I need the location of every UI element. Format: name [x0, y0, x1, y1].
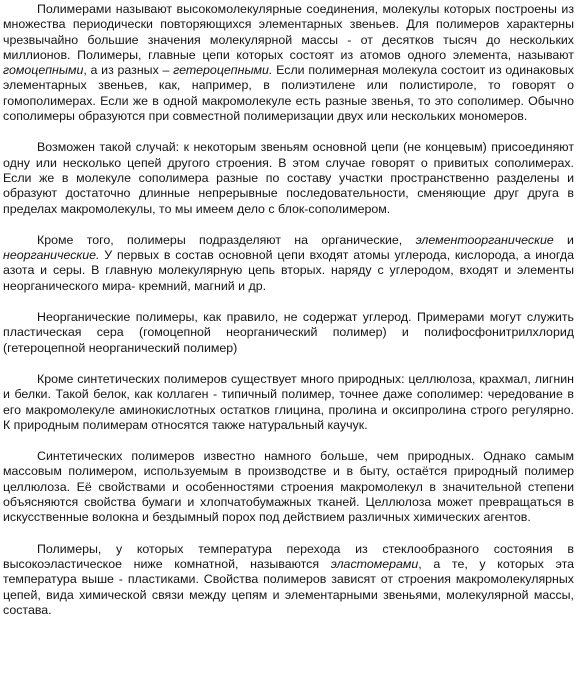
term-elastomers: эластомерами — [330, 556, 419, 571]
text-run: Кроме синтетических полимеров существует много природных: целлюлоза, крахмал, лигнин и белки. Такой белок, как коллаген - типичный полимер, точнее даже сополимер: чередование в его макромолекуле аминокислотных остатков глицина, пролина и оксипролина строго регулярно. К природным полимерам относятся также натуральный каучук. — [3, 371, 574, 432]
text-run: Если полимерная молекула состоит из одинаковых элементарных звеньев, как, например, в полиэтилене или полистироле, то говорят о гомополимерах. Если же в одной макромолекуле есть разные звенья, то это сополимер. Обычно сополимеры образуются при совместной полимеризации двух или нескольких мономеров. — [3, 63, 574, 124]
paragraph-7 — [3, 542, 574, 618]
text-run: Кроме того, полимеры подразделяют на органические, — [37, 232, 416, 247]
term-organoelement: элементоорганические — [415, 232, 554, 247]
text-run: У первых в состав основной цепи входят атомы углерода, кислорода, а иногда азота и серы. В главную молекулярную цепь вторых. наряду с углеродом, входят и элементы неорганического мира- кремний, магний и др. — [3, 248, 574, 293]
text-run: , а те, у которых эта температура выше - пластиками. Свойства полимеров зависят от строения макромолекулярных цепей, вида химической связи между цепям и элементарными звеньями, молекулярной массы, состава. — [3, 556, 575, 617]
text-run: Возможен такой случай: к некоторым звеньям основной цепи (не концевым) присоединяют одну или несколько цепей другого строения. В этом случае говорят о привитых сополимерах. Если же в молекуле сополимера разные по составу участки пространственно разделены и образуют достаточно длинные непрерывные последовательности, сменяющие друг друга в пределах макромолекулы, то мы имеем дело с блок-сополимером. — [3, 140, 574, 216]
paragraph-6 — [3, 449, 574, 525]
text-run: Неорганические полимеры, как правило, не содержат углерод. Примерами могут служить пластическая сера (гомоцепной неорганический полимер) и полифосфонитрилхлорид (гетероцепной неорганический полимер) — [3, 310, 574, 355]
text-run: Полимерами называют высокомолекулярные соединения, молекулы которых построены из множества периодически повторяющихся элементарных звеньев. Для полимеров характерны чрезвычайно большие значения молекулярной массы - от десятков тысяч до нескольких миллионов. Полимеры, главные цепи которых состоят из атомов одного элемента, называют — [3, 2, 574, 62]
paragraph-5 — [3, 372, 574, 433]
paragraph-3 — [3, 233, 574, 294]
term-inorganic: неорганические. — [3, 248, 100, 263]
text-run: Синтетических полимеров известно намного больше, чем природных. Однако самым массовым полимером, используемым в производстве и в быту, остаётся природный полимер целлюлоза. Её свойствами и особенностями строения макромолекул в значительной степени объясняются свойства бумаги и хлопчатобумажных тканей. Целлюлоза может превращаться в искусственные волокна и бездымный порох под действием различных химических агентов. — [3, 449, 574, 525]
term-heterochain: гетероцепными. — [173, 63, 273, 78]
text-run: Полимеры, у которых температура перехода из стеклообразного состояния в высокоэластическое ниже комнатной, называются — [3, 541, 574, 571]
paragraph-2 — [3, 140, 574, 216]
text-run: и — [553, 232, 574, 247]
term-homochain: гомоцепными — [3, 63, 84, 78]
paragraph-1 — [3, 2, 574, 124]
text-run: , а из разных – — [83, 63, 174, 78]
paragraph-4 — [3, 310, 574, 356]
